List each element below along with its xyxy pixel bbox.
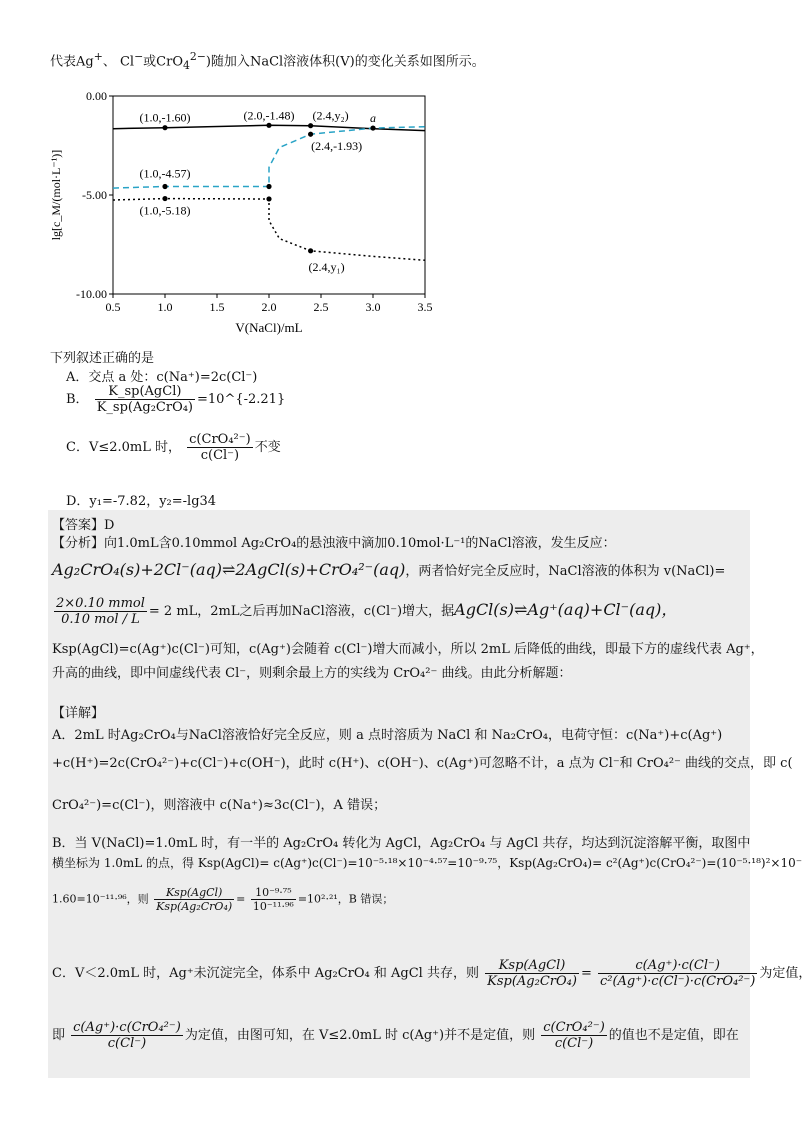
detail-line: +c(H⁺)=2c(CrO₄²⁻)+c(Cl⁻)+c(OH⁻)，此时 c(H⁺)、c(OH⁻)、c(Ag⁺)可忽略不计，a 点为 Cl⁻和 CrO₄²⁻ 曲线的交点，即 c( (52, 756, 793, 771)
or-text: 或 (143, 54, 157, 70)
denominator: K_sp(Ag₂CrO₄) (96, 400, 194, 415)
reaction-line (52, 560, 725, 579)
answer-block (48, 510, 811, 1078)
y-axis-label: lg[c_M/(mol·L⁻¹)] (49, 149, 63, 241)
numerator: c(Ag⁺)·c(Cl⁻) (598, 958, 757, 974)
text: 即 (52, 1028, 66, 1043)
detail-line: 横坐标为 1.0mL 的点，得 Ksp(AgCl)= c(Ag⁺)c(Cl⁻)=10⁻⁵·¹⁸×10⁻⁴·⁵⁷=10⁻⁹·⁷⁵，Ksp(Ag₂CrO₄)= c²(Ag⁺)c(CrO₄²⁻)=(10⁻⁵·¹⁸)²×10⁻ (52, 856, 803, 870)
detail-line: B．当 V(NaCl)=1.0mL 时，有一半的 Ag₂CrO₄ 转化为 AgCl，Ag₂CrO₄ 与 AgCl 共存，均达到沉淀溶解平衡，取图中 (52, 836, 751, 851)
data-label: a (370, 111, 376, 126)
data-point (162, 196, 167, 201)
fraction (541, 1020, 607, 1051)
denominator: Ksp(Ag₂CrO₄) (156, 900, 233, 913)
fraction (251, 886, 296, 913)
denominator: c(Cl⁻) (107, 1036, 147, 1051)
data-label: (2.4,y₂) (312, 108, 349, 123)
data-point (308, 248, 313, 253)
denominator: 10⁻¹¹·⁹⁶ (252, 900, 294, 913)
option-label: B． (66, 392, 89, 407)
numerator: Ksp(AgCl) (154, 886, 234, 900)
data-point (370, 125, 375, 130)
y-tick-label: -10.00 (76, 287, 107, 301)
sub: 4 (183, 58, 190, 72)
data-label: (2.0,-1.48) (243, 108, 295, 123)
x-tick-label: 2.0 (261, 300, 277, 314)
data-point (308, 132, 313, 137)
intro-line (50, 50, 485, 72)
cro4-symbol: CrO (156, 54, 183, 70)
detail-line: 1.60=10⁻¹¹·⁹⁶，则 $\frac{\text{Ksp(AgCl)}}{\text{Ksp(Ag₂CrO₄)}}$ = $\frac{\text{10⁻⁹·⁷⁵}}{\text{10⁻¹¹·⁹⁶}}$ =10²·²¹，B 错误； (52, 886, 394, 913)
data-label: (2.4,-1.93) (311, 139, 363, 154)
text: = 2 mL，2mL之后再加NaCl溶液，c(Cl⁻)增大，据 (148, 604, 455, 619)
rhs: =10^{-2.21} (197, 392, 286, 407)
charge: − (134, 50, 144, 63)
analysis-line: 【分析】向1.0mL含0.10mmol Ag₂CrO₄的悬浊液中滴加0.10mol·L⁻¹的NaCl溶液，发生反应： (52, 536, 616, 551)
data-point (266, 196, 271, 201)
text: 1.60=10⁻¹¹·⁹⁶，则 (52, 892, 149, 906)
x-tick-label: 3.5 (417, 300, 433, 314)
numerator: 2×0.10 mmol (56, 596, 145, 611)
intro-text: 溶液体积(V)的变化关系如图所示。 (283, 54, 485, 70)
fraction (187, 432, 253, 463)
tail: 不变 (254, 440, 281, 455)
data-point (266, 123, 271, 128)
volume-line (52, 596, 677, 627)
numerator: c(CrO₄²⁻) (543, 1020, 605, 1035)
analysis-line: 升高的曲线，即中间虚线代表 Cl⁻，则剩余最上方的实线为 CrO₄²⁻ 曲线。由此分析解题： (52, 666, 572, 681)
numerator: c(Ag⁺)·c(CrO₄²⁻) (73, 1020, 181, 1035)
data-label: (1.0,-5.18) (139, 203, 191, 218)
fraction (95, 384, 195, 415)
fraction (154, 886, 234, 913)
tail: 的值也不是定值，即在 (608, 1028, 739, 1043)
answer-line: 【答案】D (52, 518, 115, 533)
denominator: c(Cl⁻) (554, 1036, 594, 1051)
text: C．V＜2.0mL 时，Ag⁺未沉淀完全，体系中 Ag₂CrO₄ 和 AgCl 共存，则 (52, 966, 479, 981)
numerator: 10⁻⁹·⁷⁵ (251, 886, 296, 900)
y-tick-label: 0.00 (86, 89, 107, 103)
tail: ，两者恰好完全反应时，NaCl溶液的体积为 v(NaCl)= (405, 564, 726, 579)
denominator: c²(Ag⁺)·c(Cl⁻)·c(CrO₄²⁻) (599, 974, 756, 989)
charge: + (93, 50, 103, 63)
denominator: c(Cl⁻) (200, 448, 240, 463)
fraction (71, 1020, 183, 1051)
numerator: c(CrO₄²⁻) (189, 432, 251, 447)
detail-line: A．2mL 时Ag₂CrO₄与NaCl溶液恰好完全反应，则 a 点时溶质为 NaCl 和 Na₂CrO₄，电荷守恒：c(Na⁺)+c(Ag⁺) (52, 728, 723, 743)
data-point (162, 125, 167, 130)
option-label: C． (66, 440, 89, 455)
equation: Ag₂CrO₄(s)+2Cl⁻(aq)⇌2AgCl(s)+CrO₄²⁻(aq) (52, 560, 406, 579)
data-label: (2.4,y₁) (308, 259, 345, 274)
charge: 2− (189, 50, 206, 63)
x-tick-label: 2.5 (313, 300, 329, 314)
question-text: 下列叙述正确的是 (50, 351, 155, 366)
tail: 为定值， (759, 966, 811, 981)
numerator: Ksp(AgCl) (485, 958, 579, 974)
x-axis-label: V(NaCl)/mL (235, 320, 303, 335)
x-tick-label: 1.0 (157, 300, 173, 314)
fraction (54, 596, 147, 627)
x-tick-label: 0.5 (105, 300, 121, 314)
option-c (66, 432, 281, 463)
sep: 、 (102, 54, 116, 70)
denominator: 0.10 mol / L (61, 612, 140, 627)
detail-line: CrO₄²⁻)=c(Cl⁻)，则溶液中 c(Na⁺)≈3c(Cl⁻)，A 错误； (52, 798, 387, 813)
option-b (66, 384, 285, 415)
nacl-symbol: NaCl (249, 54, 284, 70)
cl-symbol: Cl (119, 54, 135, 70)
ag-symbol: Ag (76, 54, 94, 70)
data-label: (1.0,-4.57) (139, 166, 191, 181)
tail: =10²·²¹，B 错误； (297, 892, 394, 906)
equation: AgCl(s)⇌Ag⁺(aq)+Cl⁻(aq)， (454, 600, 678, 619)
detail-heading: 【详解】 (52, 706, 105, 721)
data-point (308, 123, 313, 128)
numerator: K_sp(AgCl) (95, 384, 195, 400)
option-a: A．交点 a 处：c(Na⁺)=2c(Cl⁻) (66, 370, 258, 385)
data-label: (1.0,-1.60) (139, 110, 191, 125)
intro-text: 代表 (50, 54, 77, 70)
x-tick-label: 1.5 (209, 300, 225, 314)
fraction (485, 958, 579, 989)
condition: V≤2.0mL 时， (88, 440, 182, 455)
x-tick-label: 3.0 (365, 300, 381, 314)
option-d: D．y₁=-7.82，y₂=-lg34 (66, 494, 217, 509)
text: 为定值，由图可知，在 V≤2.0mL 时 c(Ag⁺)并不是定值，则 (184, 1028, 536, 1043)
intro-text: )随加入 (205, 54, 250, 70)
fraction (598, 958, 757, 989)
detail-line: C．V＜2.0mL 时，Ag⁺未沉淀完全，体系中 Ag₂CrO₄ 和 AgCl 共存，则 $\frac{\text{Ksp(AgCl)}}{\text{Ksp(Ag₂CrO₄)}}$ = $\frac{c(Ag^+)\cdot c(Cl^-)}{\text{c²(Ag⁺)·c(Cl⁻)·c(CrO₄²⁻)}}$ 为定值， (52, 958, 811, 989)
y-tick-label: -5.00 (82, 188, 107, 202)
data-point (266, 184, 271, 189)
data-point (162, 184, 167, 189)
detail-line (52, 1020, 739, 1051)
denominator: Ksp(Ag₂CrO₄) (487, 974, 577, 989)
analysis-line: Ksp(AgCl)=c(Ag⁺)c(Cl⁻)可知，c(Ag⁺)会随着 c(Cl⁻)增大而减小，所以 2mL 后降低的曲线，即最下方的虚线代表 Ag⁺， (52, 642, 764, 657)
lg-concentration-chart (40, 78, 460, 348)
